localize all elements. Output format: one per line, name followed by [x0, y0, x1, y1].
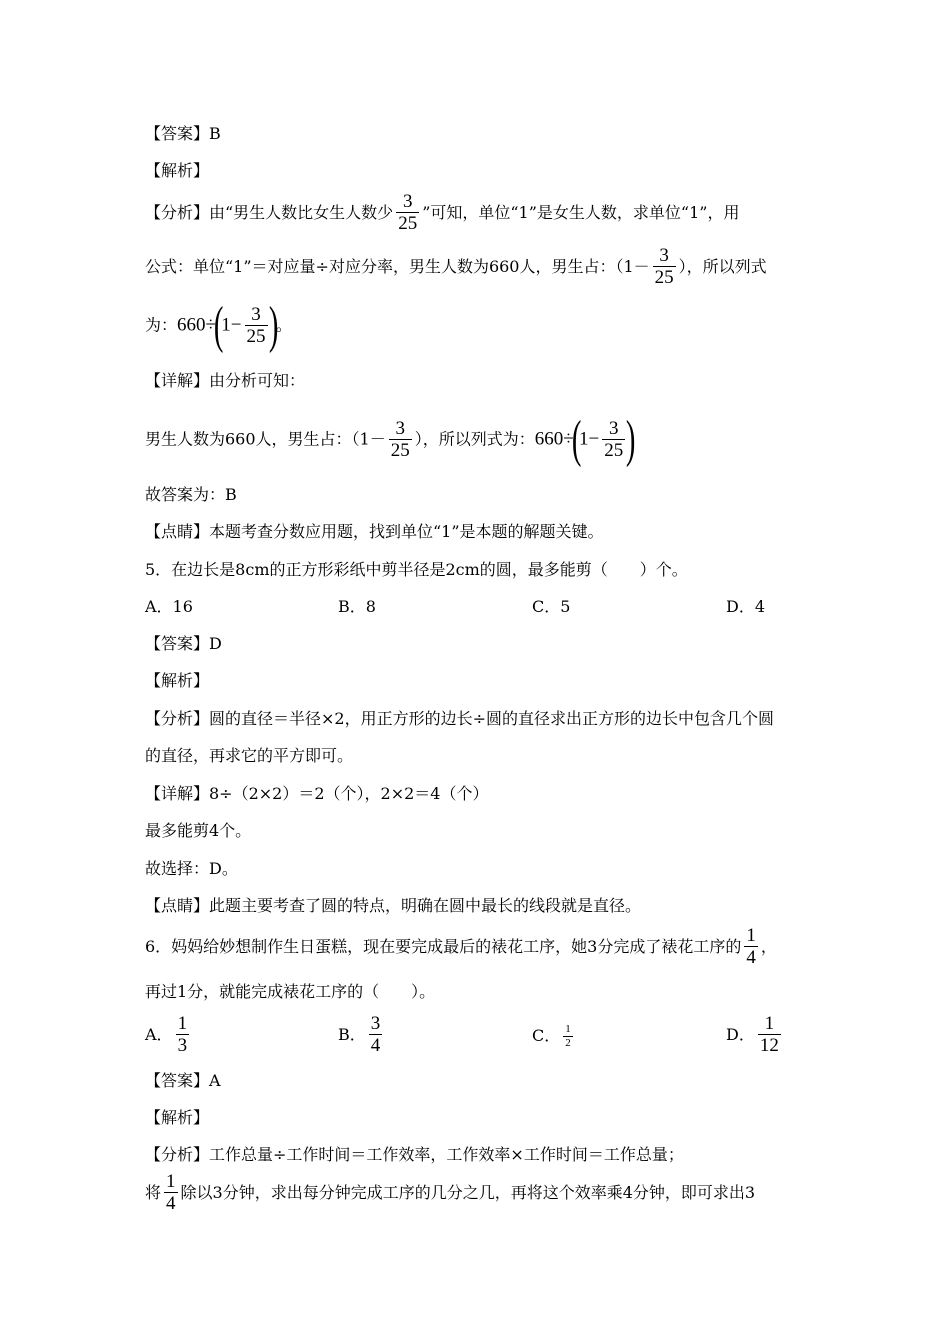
- option-a: A．16: [145, 597, 193, 616]
- option-c: C．5: [532, 597, 571, 616]
- paren: (: [213, 297, 224, 354]
- paren: ): [626, 411, 636, 468]
- paren: (: [571, 411, 582, 468]
- fraction: $\frac{1}{4}$: [746, 925, 756, 968]
- option-d: D． $\frac{1}{12}$: [726, 1013, 779, 1056]
- option-c: C． $\frac{1}{2}$: [532, 1023, 571, 1049]
- text-segment: 6．妈妈给妙想制作生日蛋糕，现在要完成最后的裱花工序，她3分完成了裱花工序的: [145, 936, 742, 956]
- analysis-line: [145, 192, 739, 235]
- text-segment: 除以3分钟，求出每分钟完成工序的几分之几，再将这个效率乘4分钟，即可求出3: [180, 1182, 756, 1202]
- fraction: $\frac{3}{4}$: [370, 1013, 381, 1056]
- fraction: $\frac{1}{3}$: [177, 1013, 188, 1056]
- text-segment: 将: [145, 1182, 162, 1202]
- text-segment: ，: [760, 936, 777, 956]
- option-a: A． $\frac{1}{3}$: [145, 1013, 188, 1056]
- text-segment: ），所以列式为：: [414, 429, 535, 449]
- answer-line: 【答案】A: [145, 1071, 221, 1090]
- comment-line: 【点睛】此题主要考查了圆的特点，明确在圆中最长的线段就是直径。: [145, 896, 642, 915]
- fraction: $\frac{3}{25}$: [398, 191, 418, 234]
- analysis-line: [145, 246, 767, 289]
- text-segment: ”可知，单位“1”是女生人数，求单位“1”，用: [422, 202, 740, 222]
- analysis-line: [145, 1172, 755, 1215]
- text-segment: 公式：单位“1”＝对应量÷对应分率，男生人数为660人，男生占：（1－: [145, 256, 650, 276]
- fraction: $\frac{3}{25}$: [246, 303, 266, 347]
- paren: ): [268, 297, 278, 354]
- question-5: 5．在边长是8cm的正方形彩纸中剪半径是2cm的圆，最多能剪（ ）个。: [145, 560, 688, 579]
- question-6: [145, 926, 777, 969]
- fraction: $\frac{1}{12}$: [759, 1013, 779, 1056]
- fraction: $\frac{1}{4}$: [166, 1171, 176, 1214]
- fraction: $\frac{3}{25}$: [604, 417, 624, 461]
- answer-line: 【答案】D: [145, 634, 222, 653]
- analysis-heading: 【解析】: [145, 161, 210, 180]
- analysis-line: 【分析】工作总量÷工作时间＝工作效率，工作效率×工作时间＝工作总量；: [145, 1145, 684, 1164]
- answer-line: 【答案】B: [145, 124, 221, 143]
- expression: 660÷: [534, 428, 574, 450]
- analysis-line: 【分析】圆的直径＝半径×2，用正方形的边长÷圆的直径求出正方形的边长中包含几个圆: [145, 709, 774, 728]
- fraction: $\frac{3}{25}$: [654, 245, 674, 288]
- expression: 1−: [221, 314, 242, 336]
- text-segment: 【分析】由“男生人数比女生人数少: [145, 202, 394, 222]
- option-d: D．4: [726, 597, 766, 616]
- fraction: $\frac{3}{25}$: [390, 417, 410, 461]
- formula-line: [145, 297, 292, 354]
- expression: 1−: [579, 428, 600, 450]
- analysis-line: 的直径，再求它的平方即可。: [145, 746, 354, 765]
- detail-line: 最多能剪4个。: [145, 821, 252, 840]
- analysis-heading: 【解析】: [145, 671, 210, 690]
- text-segment: 。: [275, 315, 292, 335]
- text-segment: ），所以列式: [678, 256, 767, 276]
- conclusion-line: 故答案为：B: [145, 485, 237, 504]
- text-segment: 男生人数为660人，男生占：（1－: [145, 429, 386, 449]
- detail-line: 【详解】由分析可知：: [145, 371, 306, 390]
- detail-line: 【详解】8÷（2×2）＝2（个），2×2＝4（个）: [145, 784, 489, 803]
- option-b: B． $\frac{3}{4}$: [338, 1013, 381, 1056]
- detail-line: [145, 411, 636, 468]
- fraction: $\frac{1}{2}$: [565, 1023, 571, 1049]
- comment-line: 【点睛】本题考查分数应用题，找到单位“1”是本题的解题关键。: [145, 522, 604, 541]
- expression: 660÷: [177, 314, 216, 336]
- text-segment: 为：: [145, 315, 178, 335]
- option-b: B．8: [338, 597, 376, 616]
- question-6-line2: 再过1分，就能完成裱花工序的（ ）。: [145, 982, 436, 1001]
- analysis-heading: 【解析】: [145, 1108, 210, 1127]
- conclusion-line: 故选择：D。: [145, 859, 238, 878]
